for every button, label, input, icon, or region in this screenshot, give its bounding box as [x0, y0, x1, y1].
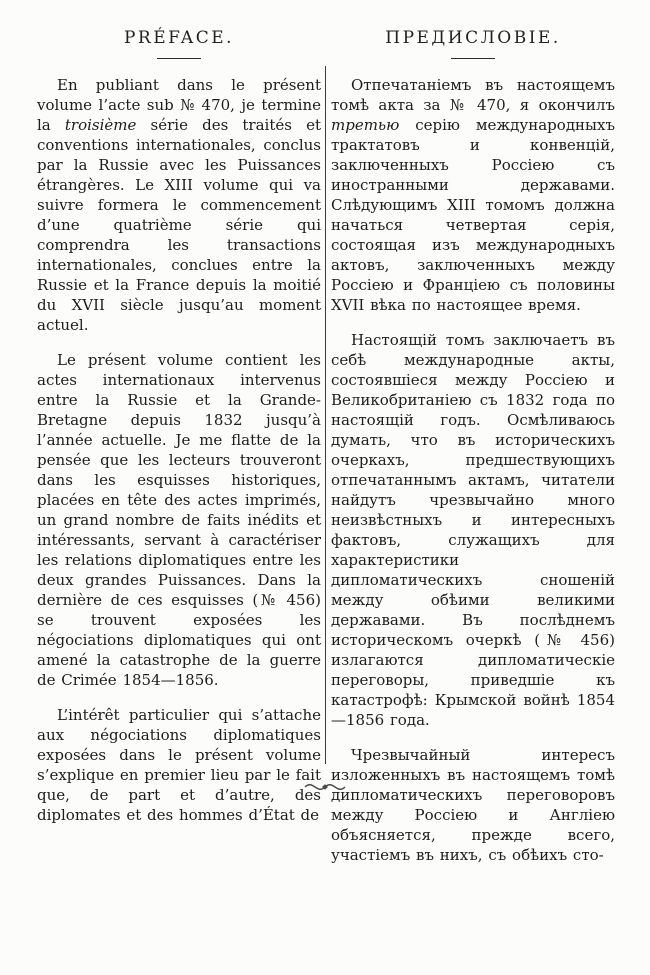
text-segment: En publiant dans le présent volume l’acte sub № 470, je termine la: [37, 76, 321, 134]
printer-ornament-icon: [0, 778, 650, 800]
right-column-text: [331, 75, 615, 865]
text-segment: Чрезвычайный интересъ изложенныхъ въ настоящемъ томѣ дипломатическихъ переговоровъ между Россіею и Англіею объясняется, прежде всего, участіемъ въ нихъ, съ обѣихъ сто-: [331, 746, 615, 864]
paragraph: [331, 745, 615, 865]
title-rule-left: [157, 58, 201, 59]
italic-text-segment: troisième: [64, 116, 137, 134]
paragraph: [331, 330, 615, 730]
text-segment: L’intérêt particulier qui s’attache aux négociations diplomatiques exposées dans le présent volume s’explique en premier lieu par le fait que, de part et d’autre, des diplomates et des hommes d’État de: [37, 706, 321, 824]
text-segment: Le présent volume contient les actes internationaux intervenus entre la Russie et la Grande-Bretagne depuis 1832 jusqu’à l’année actuelle. Je me flatte de la pensée que les lecteurs trouveront dans les esquisses historiques, placées en tête des actes imprimés, un grand nombre de faits inédits et intéressants, servant à caractériser les relations diplomatiques entre les deux grandes Puissances. Dans la dernière de ces esquisses (№ 456) se trouvent exposées les négociations diplomatiques qui ont amené la catastrophe de la guerre de Crimée 1854—1856.: [37, 351, 321, 689]
text-segment: Отпечатаніемъ въ настоящемъ томѣ акта за № 470, я окончилъ: [331, 76, 615, 114]
russian-title: ПРЕДИСЛОВІЕ.: [385, 28, 561, 48]
left-column-text: [37, 75, 321, 825]
french-column: [37, 28, 321, 825]
paragraph: [331, 75, 615, 315]
paragraph: [37, 75, 321, 335]
column-divider-rule: [325, 66, 326, 764]
paragraph: [37, 350, 321, 690]
paragraph: [37, 705, 321, 825]
russian-column: [331, 28, 615, 865]
italic-text-segment: третью: [331, 116, 400, 134]
title-rule-right: [451, 58, 495, 59]
french-title: PRÉFACE.: [123, 28, 235, 48]
text-segment: série des traités et conventions internationales, conclus par la Russie avec les Puissances étrangères. Le XIII volume qui va suivre formera le commencement d’une quatrième série qui comprendra les transactions internationales, conclues entre la Russie et la France depuis la moitié du XVII siècle jusqu’au moment actuel.: [37, 116, 321, 334]
text-segment: Настоящій томъ заключаетъ въ себѣ международные акты, состоявшіеся между Россіею и Великобританіею съ 1832 года по настоящій годъ. Осмѣливаюсь думать, что въ историческихъ очеркахъ, предшествующихъ отпечатаннымъ актамъ, читатели найдутъ чрезвычайно много неизвѣстныхъ и интересныхъ фактовъ, служащихъ для характеристики дипломатическихъ сношеній между обѣими великими державами. Въ послѣднемъ историческомъ очеркѣ (№ 456) излагаются дипломатическіе переговоры, приведшіе къ катастрофѣ: Крымской войнѣ 1854—1856 года.: [331, 331, 615, 729]
text-segment: серію международныхъ трактатовъ и конвенцій, заключенныхъ Россіею съ иностранными державами. Слѣдующимъ XIII томомъ должна начаться четвертая серія, состоящая изъ международныхъ актовъ, заключенныхъ между Россіею и Франціею съ половины XVII вѣка по настоящее время.: [331, 116, 615, 314]
